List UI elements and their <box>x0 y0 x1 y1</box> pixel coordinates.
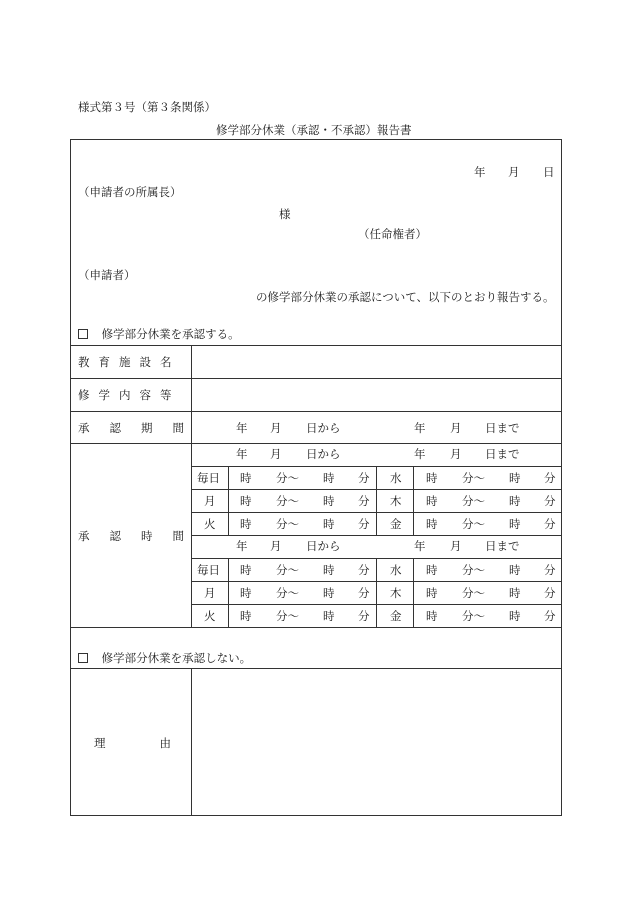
day-wednesday: 水 <box>390 563 402 577</box>
period-year-2: 年 <box>414 421 426 435</box>
day-thursday: 木 <box>390 586 402 600</box>
minute-to-cell: 分〜 <box>462 609 485 623</box>
rule <box>191 345 192 627</box>
minute-cell: 分 <box>544 517 556 531</box>
hour-cell: 時 <box>240 563 252 577</box>
period-until: 日まで <box>485 421 520 435</box>
hours2-month-2: 月 <box>450 539 462 553</box>
minute-to-cell: 分〜 <box>462 494 485 508</box>
hour-cell: 時 <box>509 563 521 577</box>
hour-cell: 時 <box>323 517 335 531</box>
minute-cell: 分 <box>358 563 370 577</box>
day-everyday: 毎日 <box>197 563 220 577</box>
hour-cell: 時 <box>426 563 438 577</box>
minute-cell: 分 <box>544 494 556 508</box>
day-friday: 金 <box>390 609 402 623</box>
day-monday: 月 <box>204 494 216 508</box>
minute-cell: 分 <box>544 471 556 485</box>
hours1-year-1: 年 <box>236 447 248 461</box>
hour-cell: 時 <box>240 494 252 508</box>
day-thursday: 木 <box>390 494 402 508</box>
content-label: 修学内容等 <box>78 388 181 402</box>
period-year-1: 年 <box>236 421 248 435</box>
hour-cell: 時 <box>426 471 438 485</box>
hours1-month-2: 月 <box>450 447 462 461</box>
day-tuesday: 火 <box>204 609 216 623</box>
date-month: 月 <box>508 165 520 179</box>
rule <box>191 535 562 536</box>
hour-cell: 時 <box>509 609 521 623</box>
page-title: 修学部分休業（承認・不承認）報告書 <box>216 123 412 137</box>
hours2-from: 日から <box>306 539 341 553</box>
hour-cell: 時 <box>323 471 335 485</box>
minute-cell: 分 <box>358 609 370 623</box>
addressee-label: （申請者の所属長） <box>78 185 182 199</box>
hour-cell: 時 <box>426 494 438 508</box>
minute-cell: 分 <box>358 517 370 531</box>
minute-cell: 分 <box>358 494 370 508</box>
rule <box>70 411 562 412</box>
hour-cell: 時 <box>240 586 252 600</box>
form-number: 様式第３号（第３条関係） <box>78 100 216 114</box>
facility-label: 教育施設名 <box>78 355 181 369</box>
approve-option <box>78 327 240 341</box>
hour-cell: 時 <box>323 609 335 623</box>
day-wednesday: 水 <box>390 471 402 485</box>
rule <box>70 378 562 379</box>
hour-cell: 時 <box>426 517 438 531</box>
rule <box>70 443 562 444</box>
hours2-until: 日まで <box>485 539 520 553</box>
hours1-from: 日から <box>306 447 341 461</box>
applicant-label: （申請者） <box>78 268 136 282</box>
hours2-month-1: 月 <box>270 539 282 553</box>
hour-cell: 時 <box>509 517 521 531</box>
rule <box>228 466 229 535</box>
minute-to-cell: 分〜 <box>276 471 299 485</box>
reject-option <box>78 651 251 665</box>
date-year: 年 <box>474 165 486 179</box>
hour-cell: 時 <box>323 586 335 600</box>
minute-to-cell: 分〜 <box>462 471 485 485</box>
day-monday: 月 <box>204 586 216 600</box>
appointer-label: （任命権者） <box>358 227 427 241</box>
hour-cell: 時 <box>426 609 438 623</box>
minute-cell: 分 <box>358 586 370 600</box>
day-friday: 金 <box>390 517 402 531</box>
hour-cell: 時 <box>323 563 335 577</box>
minute-cell: 分 <box>544 609 556 623</box>
reason-field[interactable] <box>192 669 561 815</box>
reject-option-label: 修学部分休業を承認しない。 <box>101 651 252 665</box>
period-from: 日から <box>306 421 341 435</box>
minute-to-cell: 分〜 <box>276 563 299 577</box>
rule <box>376 558 377 627</box>
day-everyday: 毎日 <box>197 471 220 485</box>
minute-cell: 分 <box>358 471 370 485</box>
rule <box>70 627 562 628</box>
approve-checkbox[interactable] <box>78 329 88 339</box>
hour-cell: 時 <box>426 586 438 600</box>
period-month-1: 月 <box>270 421 282 435</box>
rule <box>413 466 414 535</box>
rule <box>376 466 377 535</box>
hour-cell: 時 <box>240 517 252 531</box>
date-day: 日 <box>543 165 555 179</box>
approve-option-label: 修学部分休業を承認する。 <box>101 327 240 341</box>
hours1-until: 日まで <box>485 447 520 461</box>
day-tuesday: 火 <box>204 517 216 531</box>
minute-to-cell: 分〜 <box>276 517 299 531</box>
report-statement: の修学部分休業の承認について、以下のとおり報告する。 <box>256 290 555 304</box>
hours2-year-1: 年 <box>236 539 248 553</box>
hour-cell: 時 <box>240 471 252 485</box>
hour-cell: 時 <box>509 586 521 600</box>
minute-to-cell: 分〜 <box>462 563 485 577</box>
hour-cell: 時 <box>240 609 252 623</box>
period-label: 承認期間 <box>78 421 204 435</box>
reject-checkbox[interactable] <box>78 653 88 663</box>
minute-cell: 分 <box>544 586 556 600</box>
hour-cell: 時 <box>509 494 521 508</box>
minute-to-cell: 分〜 <box>276 609 299 623</box>
hour-cell: 時 <box>509 471 521 485</box>
rule <box>70 345 562 346</box>
reason-text: 理由 <box>94 736 225 750</box>
hours1-year-2: 年 <box>414 447 426 461</box>
period-month-2: 月 <box>450 421 462 435</box>
minute-to-cell: 分〜 <box>462 586 485 600</box>
rule <box>228 558 229 627</box>
hours2-year-2: 年 <box>414 539 426 553</box>
hours-label: 承認時間 <box>78 529 204 543</box>
sama-label: 様 <box>279 207 291 221</box>
hours1-month-1: 月 <box>270 447 282 461</box>
minute-to-cell: 分〜 <box>462 517 485 531</box>
minute-cell: 分 <box>544 563 556 577</box>
rule <box>413 558 414 627</box>
minute-to-cell: 分〜 <box>276 586 299 600</box>
minute-to-cell: 分〜 <box>276 494 299 508</box>
hour-cell: 時 <box>323 494 335 508</box>
